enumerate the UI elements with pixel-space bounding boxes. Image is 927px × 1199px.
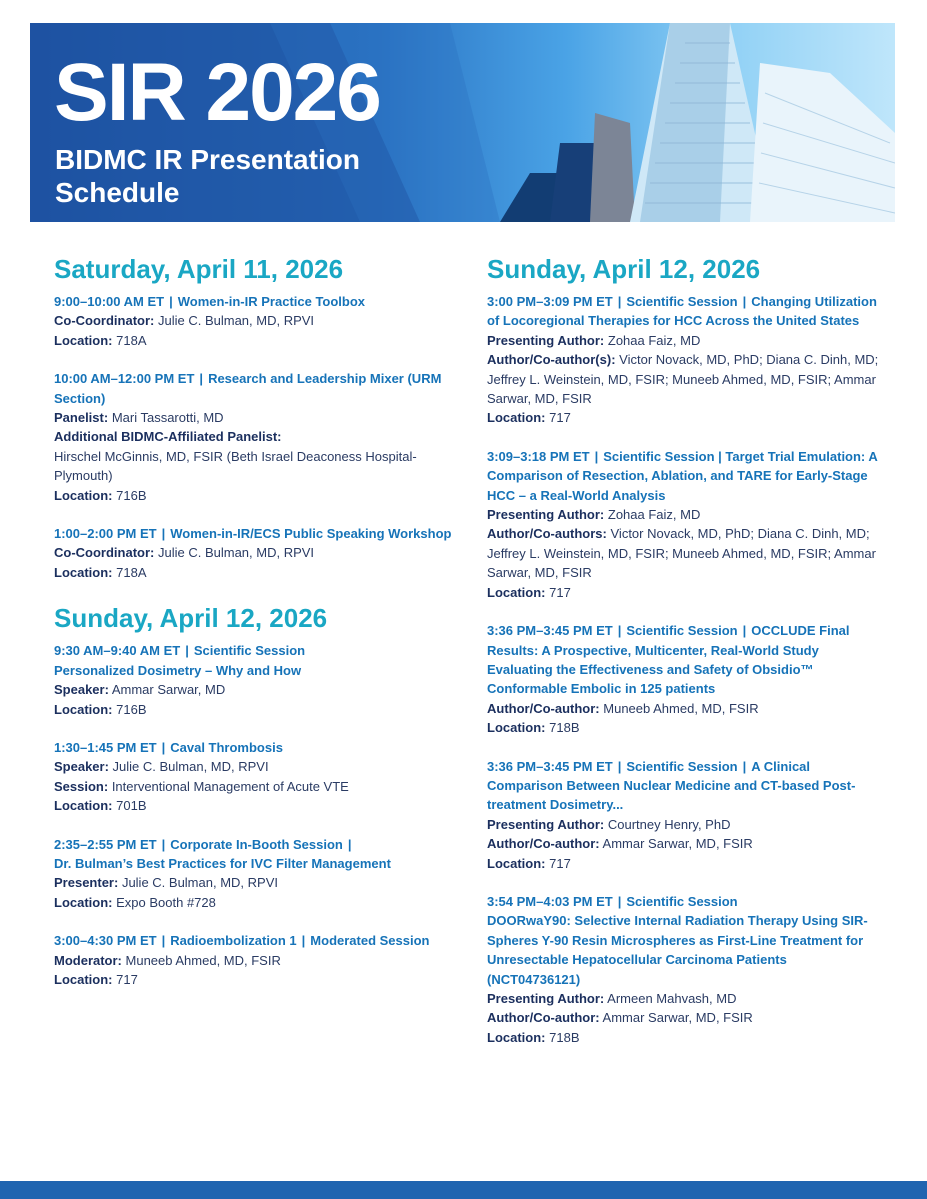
event-title: Women-in-IR/ECS Public Speaking Workshop bbox=[170, 526, 452, 542]
event-time: 3:00–4:30 PM ET bbox=[54, 933, 157, 949]
field-value: Zohaa Faiz, MD bbox=[607, 507, 701, 523]
field-value: 717 bbox=[549, 584, 571, 600]
event-time: 1:30–1:45 PM ET bbox=[54, 739, 157, 755]
field-label: Location: bbox=[487, 584, 546, 600]
field-value: Courtney Henry, PhD bbox=[607, 816, 731, 832]
field-value: Victor Novack, MD, PhD; Diana C. Dinh, MD; Jeffrey L. Weinstein, MD, FSIR; Muneeb Ahmed, MD, FSIR; Ammar Sarwar, MD, FSIR bbox=[487, 526, 876, 581]
field-value: Victor Novack, MD, PhD; Diana C. Dinh, MD; Jeffrey L. Weinstein, MD, FSIR; Muneeb Ahmed, MD, FSIR; Ammar Sarwar, MD, FSIR bbox=[487, 352, 879, 407]
field-value: Zohaa Faiz, MD bbox=[607, 332, 701, 348]
schedule-entry: 1:30–1:45 PM ET | Caval Thrombosis Speaker: Julie C. Bulman, MD, RPVI Session: Interventional Management of Acute VTE Location: 701B bbox=[54, 739, 349, 814]
event-title-line2: DOORwaY90: Selective Internal Radiation Therapy Using SIR-Spheres Y-90 Resin Microspheres as First-Line Treatment for Unresectable Hepatocellular Carcinoma Patients (NCT04736121) bbox=[487, 913, 868, 987]
field-value: 718A bbox=[116, 564, 147, 580]
field-label: Speaker: bbox=[54, 682, 109, 698]
schedule-entry: 3:54 PM–4:03 PM ET | Scientific Session DOORwaY90: Selective Internal Radiation Therapy Using SIR-Spheres Y-90 Resin Microspheres as First-Line Treatment for Unresectable Hepatocellular Carcinoma Patients (NCT04736121) Presenting Author: Armeen Mahvash, MD Author/Co-author: Ammar Sarwar, MD, FSIR Location: 718B bbox=[487, 893, 868, 1045]
event-time: 1:00–2:00 PM ET bbox=[54, 526, 157, 542]
field-value: Ammar Sarwar, MD, FSIR bbox=[602, 1010, 753, 1026]
schedule-entry: 3:36 PM–3:45 PM ET | Scientific Session | A Clinical Comparison Between Nuclear Medicine and CT-based Post-treatment Dosimetry... Presenting Author: Courtney Henry, PhD Author/Co-author: Ammar Sarwar, MD, FSIR Location: 717 bbox=[487, 758, 856, 871]
field-label: Location: bbox=[54, 971, 113, 987]
event-time: 10:00 AM–12:00 PM ET bbox=[54, 371, 195, 387]
event-time: 3:00 PM–3:09 PM ET bbox=[487, 294, 613, 309]
schedule-entry: 2:35–2:55 PM ET | Corporate In-Booth Session | Dr. Bulman’s Best Practices for IVC Filter Management Presenter: Julie C. Bulman, MD, RPVI Location: Expo Booth #728 bbox=[54, 836, 391, 910]
page-subtitle: BIDMC IR Presentation Schedule bbox=[55, 144, 360, 208]
field-label: Location: bbox=[54, 487, 113, 503]
page-title: SIR 2026 bbox=[54, 47, 380, 138]
event-title: Women-in-IR Practice Toolbox bbox=[177, 294, 366, 309]
field-label: Location: bbox=[487, 1029, 546, 1045]
footer-bar bbox=[0, 1181, 927, 1199]
field-label: Panelist: bbox=[54, 410, 109, 426]
title-separator: | bbox=[347, 836, 352, 852]
event-title: Scientific Session bbox=[626, 294, 738, 309]
field-label: Session: bbox=[54, 778, 109, 794]
field-label: Co-Coordinator: bbox=[54, 545, 155, 561]
field-value: 716B bbox=[116, 701, 147, 717]
event-title: Caval Thrombosis bbox=[170, 739, 283, 755]
field-label: Presenting Author: bbox=[487, 507, 605, 523]
schedule-entry: 9:00–10:00 AM ET | Women-in-IR Practice Toolbox Co-Coordinator: Julie C. Bulman, MD, RPVI Location: 718A bbox=[54, 294, 366, 348]
event-time: 2:35–2:55 PM ET bbox=[54, 836, 157, 852]
field-label: Location: bbox=[54, 798, 113, 814]
day-heading-sunday-right: Sunday, April 12, 2026 bbox=[487, 254, 761, 284]
event-title-line2: Personalized Dosimetry – Why and How bbox=[54, 662, 302, 678]
event-title: Scientific Session bbox=[626, 893, 738, 909]
field-value: Julie C. Bulman, MD, RPVI bbox=[112, 759, 269, 775]
field-value: 717 bbox=[549, 855, 571, 871]
day-heading-sunday: Sunday, April 12, 2026 bbox=[54, 603, 328, 634]
left-column bbox=[54, 252, 454, 1008]
header-banner bbox=[30, 23, 895, 222]
schedule-entry: 3:00 PM–3:09 PM ET | Scientific Session | Changing Utilization of Locoregional Therapies for HCC Across the United States Presenting Author: Zohaa Faiz, MD Author/Co-author(s): Victor Novack, MD, PhD; Diana C. Dinh, MD; Jeffrey L. Weinstein, MD, FSIR; Muneeb Ahmed, MD, FSIR; Ammar Sarwar, MD, FSIR Location: 717 bbox=[487, 294, 879, 426]
event-time: 9:30 AM–9:40 AM ET bbox=[54, 643, 181, 659]
field-value: Hirschel McGinnis, MD, FSIR (Beth Israel Deaconess Hospital-Plymouth) bbox=[54, 448, 417, 484]
field-value: Muneeb Ahmed, MD, FSIR bbox=[603, 700, 759, 716]
event-title-b: Changing Utilization of Locoregional Therapies for HCC Across the United States bbox=[487, 294, 877, 329]
field-value: Muneeb Ahmed, MD, FSIR bbox=[125, 952, 281, 968]
field-value: Mari Tassarotti, MD bbox=[111, 410, 224, 426]
field-label: Co-Coordinator: bbox=[54, 313, 155, 329]
event-time: 9:00–10:00 AM ET bbox=[54, 294, 165, 309]
field-label: Location: bbox=[54, 701, 113, 717]
field-value: Julie C. Bulman, MD, RPVI bbox=[158, 313, 315, 329]
field-value: 718B bbox=[549, 1029, 580, 1045]
field-label: Moderator: bbox=[54, 952, 122, 968]
event-title: Research and Leadership Mixer (URM Section) bbox=[54, 371, 442, 406]
field-value: 716B bbox=[116, 487, 147, 503]
field-label: Presenter: bbox=[54, 875, 119, 891]
schedule-entry: 3:09–3:18 PM ET | Scientific Session | Target Trial Emulation: A Comparison of Resection, Ablation, and TARE for Early-Stage HCC – a Real-World Analysis Presenting Author: Zohaa Faiz, MD Author/Co-authors: Victor Novack, MD, PhD; Diana C. Dinh, MD; Jeffrey L. Weinstein, MD, FSIR; Muneeb Ahmed, MD, FSIR; Ammar Sarwar, MD, FSIR Location: 717 bbox=[487, 448, 878, 600]
field-label: Presenting Author: bbox=[487, 991, 605, 1006]
event-title: Scientific Session bbox=[626, 623, 738, 639]
field-label: Author/Co-author: bbox=[487, 700, 600, 716]
event-title-b: A Clinical Comparison Between Nuclear Medicine and CT-based Post-treatment Dosimetry... bbox=[487, 758, 856, 813]
field-label: Location: bbox=[487, 410, 546, 426]
schedule-entry: 3:00–4:30 PM ET | Radioembolization 1 | Moderated Session Moderator: Muneeb Ahmed, MD, FSIR Location: 717 bbox=[54, 933, 430, 987]
event-time: 3:54 PM–4:03 PM ET bbox=[487, 893, 613, 909]
field-label: Author/Co-authors: bbox=[487, 526, 607, 542]
field-value: Ammar Sarwar, MD, FSIR bbox=[602, 836, 753, 852]
event-title-line2: Dr. Bulman’s Best Practices for IVC Filter Management bbox=[54, 855, 391, 871]
schedule-entry: 9:30 AM–9:40 AM ET | Scientific Session Personalized Dosimetry – Why and How Speaker: Ammar Sarwar, MD Location: 716B bbox=[54, 643, 306, 717]
field-value: 718A bbox=[116, 332, 147, 348]
field-value: Expo Booth #728 bbox=[116, 894, 216, 910]
event-title: Scientific Session bbox=[626, 758, 738, 774]
event-time: 3:36 PM–3:45 PM ET bbox=[487, 623, 613, 639]
field-label: Presenting Author: bbox=[487, 332, 605, 348]
event-title-b: OCCLUDE Final Results: A Prospective, Multicenter, Real-World Study Evaluating the Effectiveness and Safety of Obsidio™ Conformable Embolic in 125 patients bbox=[487, 623, 850, 697]
field-value: Julie C. Bulman, MD, RPVI bbox=[158, 545, 315, 561]
day-heading-saturday: Saturday, April 11, 2026 bbox=[54, 254, 344, 284]
event-time: 3:36 PM–3:45 PM ET bbox=[487, 758, 613, 774]
field-label: Author/Co-author: bbox=[487, 836, 600, 852]
field-value: Interventional Management of Acute VTE bbox=[111, 778, 349, 794]
field-label: Author/Co-author(s): bbox=[487, 352, 616, 368]
schedule-entry: 10:00 AM–12:00 PM ET | Research and Leadership Mixer (URM Section) Panelist: Mari Tassarotti, MD Additional BIDMC-Affiliated Panelist: Hirschel McGinnis, MD, FSIR (Beth Israel Deaconess Hospital-Plymouth) Location: 716B bbox=[54, 371, 442, 503]
event-title: Corporate In-Booth Session bbox=[170, 836, 343, 852]
field-label: Location: bbox=[54, 564, 113, 580]
field-value: 717 bbox=[116, 971, 138, 987]
field-label: Presenting Author: bbox=[487, 816, 605, 832]
field-label: Location: bbox=[54, 894, 113, 910]
field-label: Speaker: bbox=[54, 759, 109, 775]
field-label: Additional BIDMC-Affiliated Panelist: bbox=[54, 429, 282, 445]
field-value: 717 bbox=[549, 410, 571, 426]
field-label: Location: bbox=[487, 855, 546, 871]
field-label: Location: bbox=[54, 332, 113, 348]
field-value: Armeen Mahvash, MD bbox=[607, 991, 737, 1006]
event-title: Radioembolization 1 bbox=[170, 933, 297, 949]
field-value: Ammar Sarwar, MD bbox=[111, 682, 226, 698]
event-time: 3:09–3:18 PM ET bbox=[487, 448, 590, 464]
field-value: 701B bbox=[116, 798, 147, 814]
event-title-b: Moderated Session bbox=[310, 933, 430, 949]
field-label: Author/Co-author: bbox=[487, 1010, 600, 1026]
right-column bbox=[487, 252, 882, 1066]
field-value: Julie C. Bulman, MD, RPVI bbox=[121, 875, 278, 891]
schedule-entry: 3:36 PM–3:45 PM ET | Scientific Session | OCCLUDE Final Results: A Prospective, Multicenter, Real-World Study Evaluating the Effectiveness and Safety of Obsidio™ Conformable Embolic in 125 patients Author/Co-author: Muneeb Ahmed, MD, FSIR Location: 718B bbox=[487, 623, 850, 736]
event-title: Scientific Session bbox=[193, 643, 306, 659]
schedule-entry: 1:00–2:00 PM ET | Women-in-IR/ECS Public Speaking Workshop Co-Coordinator: Julie C. Bulman, MD, RPVI Location: 718A bbox=[54, 526, 452, 580]
field-value: 718B bbox=[549, 720, 580, 736]
field-label: Location: bbox=[487, 720, 546, 736]
event-title: Scientific Session | Target Trial Emulation: A Comparison of Resection, Ablation, and TARE for Early-Stage HCC – a Real-World Analysis bbox=[487, 448, 878, 503]
